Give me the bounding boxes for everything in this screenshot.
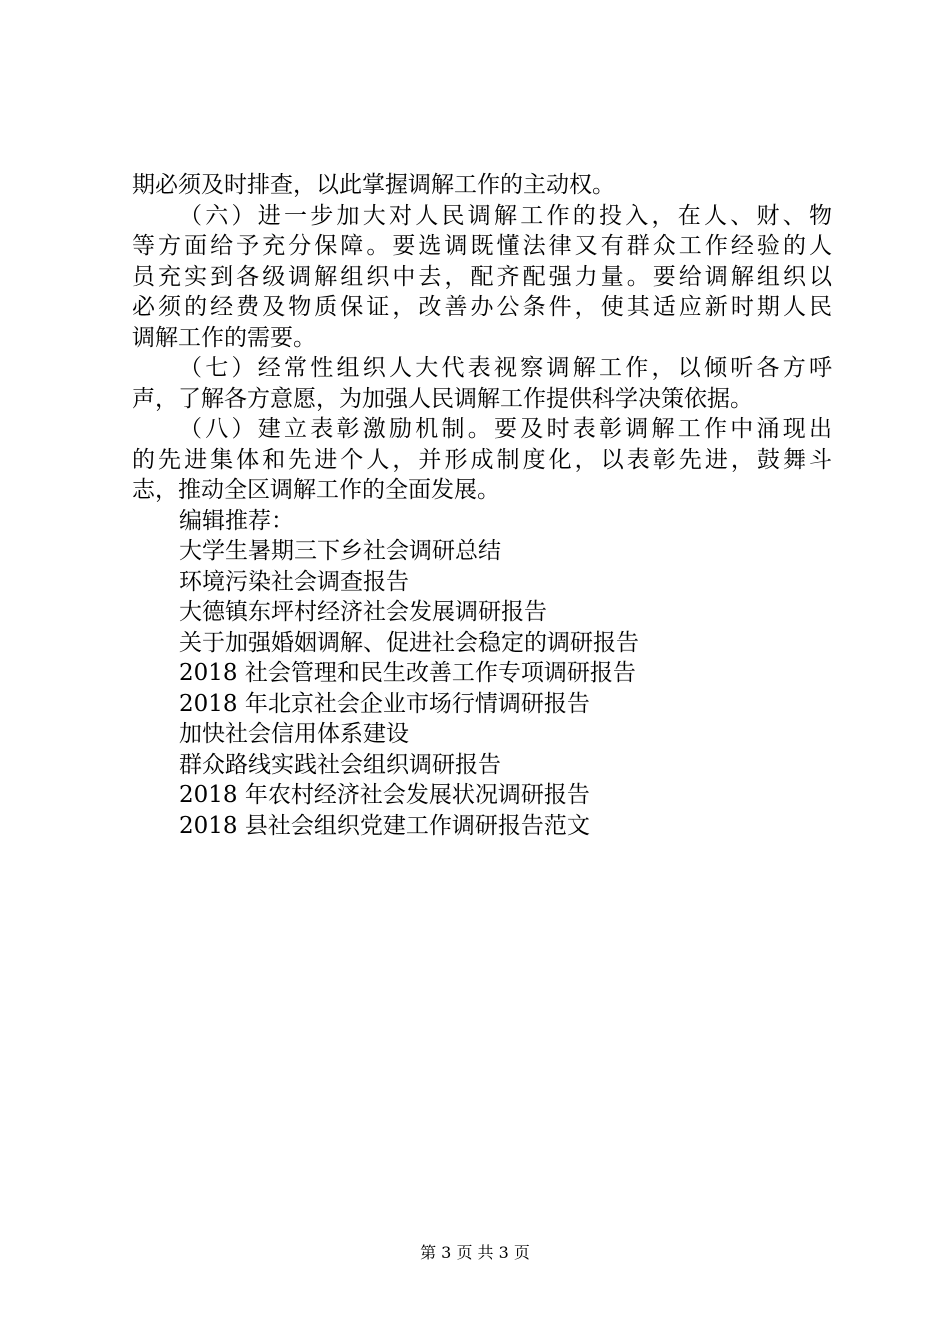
paragraph-line: （六）进一步加大对人民调解工作的投入，在人、财、物 [179,202,832,229]
paragraph-line: （七）经常性组织人大代表视察调解工作，以倾听各方呼 [179,355,832,381]
recommendation-link[interactable]: 环境污染社会调查报告 [179,568,409,595]
paragraph-line: 期必须及时排查，以此掌握调解工作的主动权。 [132,172,615,198]
paragraph-line: 员充实到各级调解组织中去，配齐配强力量。要给调解组织以 [132,263,832,290]
recommendation-link[interactable]: 加快社会信用体系建设 [179,721,409,747]
recommendation-link[interactable]: 关于加强婚姻调解、促进社会稳定的调研报告 [179,629,639,656]
paragraph-line: 的先进集体和先进个人，并形成制度化，以表彰先进，鼓舞斗 [132,446,832,473]
recommendation-link[interactable]: 2018 县社会组织党建工作调研报告范文 [179,812,590,839]
recommendation-link[interactable]: 大学生暑期三下乡社会调研总结 [179,538,501,564]
recommendation-link[interactable]: 2018 年北京社会企业市场行情调研报告 [179,690,590,717]
paragraph-line: 等方面给予充分保障。要选调既懂法律又有群众工作经验的人 [132,233,832,259]
paragraph-line: 声，了解各方意愿，为加强人民调解工作提供科学决策依据。 [132,385,753,412]
recommendation-link[interactable]: 群众路线实践社会组织调研报告 [179,751,501,778]
paragraph-six [132,201,832,354]
paragraph-line: （八）建立表彰激励机制。要及时表彰调解工作中涌现出 [179,416,832,442]
recommend-heading: 编辑推荐： [179,507,294,534]
paragraph-line: 必须的经费及物质保证，改善办公条件，使其适应新时期人民 [132,294,832,320]
recommendation-list [132,536,832,841]
paragraph-eight [132,414,832,506]
recommendation-link[interactable]: 2018 年农村经济社会发展状况调研报告 [179,782,590,808]
recommendation-link[interactable]: 2018 社会管理和民生改善工作专项调研报告 [179,660,636,686]
paragraph-line: 调解工作的需要。 [132,324,316,351]
document-body [132,170,832,841]
paragraph-continuation [132,170,832,201]
page-number-footer: 第 3 页 共 3 页 [420,1243,530,1262]
paragraph-line: 志，推动全区调解工作的全面发展。 [132,477,500,503]
paragraph-seven [132,353,832,414]
recommendation-link[interactable]: 大德镇东坪村经济社会发展调研报告 [179,599,547,625]
